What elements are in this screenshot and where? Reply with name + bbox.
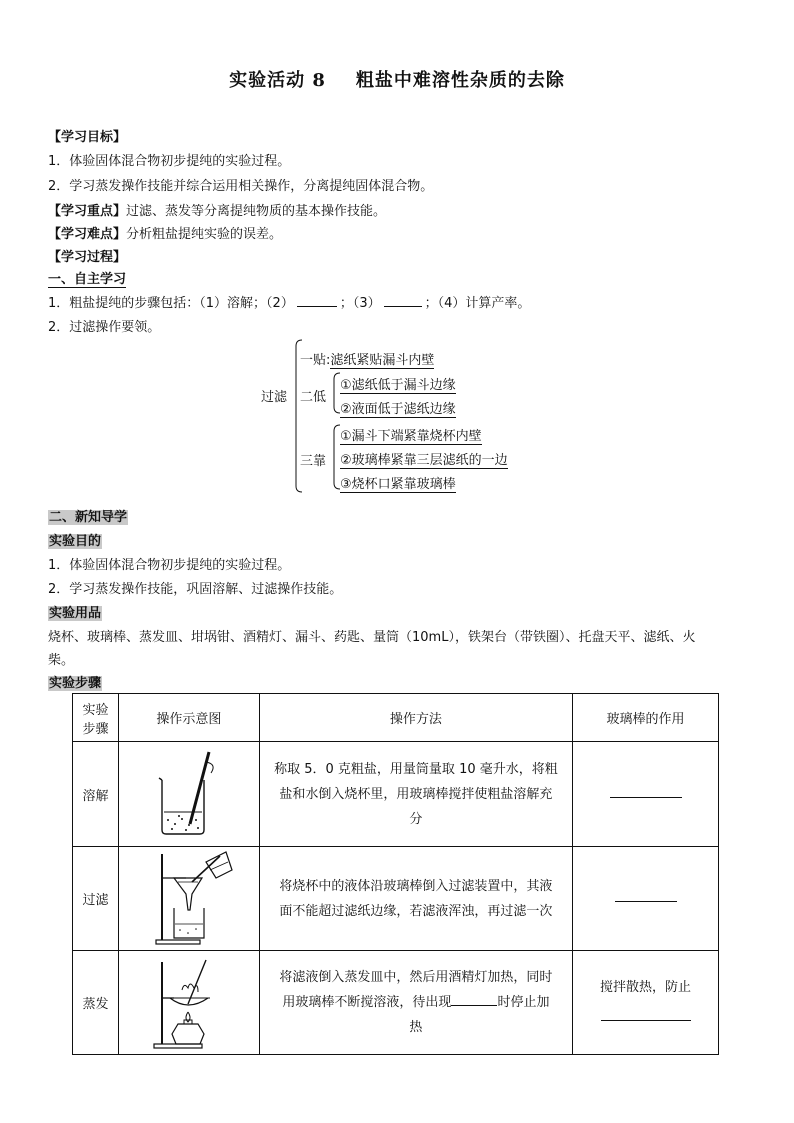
method-cell: 称取 5．0 克粗盐，用量筒量取 10 毫升水，将粗 盐和水倒入烧杯里，用玻璃棒搅拌使粗盐溶解充 分 [259, 742, 572, 847]
tree-one-row: 一贴:滤纸紧贴漏斗内壁 [300, 353, 435, 368]
tree-two-item: ①滤纸低于漏斗边缘 [340, 378, 456, 393]
step-name: 溶解 [73, 742, 119, 847]
question-2: 2．过滤操作要领。 [48, 320, 161, 335]
table-row [73, 847, 719, 951]
tree-three-item: ③烧杯口紧靠玻璃棒 [340, 477, 456, 492]
step-name: 过滤 [73, 847, 119, 951]
header-method: 操作方法 [259, 694, 572, 742]
answer-blank[interactable] [451, 1005, 497, 1006]
header-rod: 玻璃棒的作用 [573, 694, 719, 742]
beaker-icon [154, 746, 224, 838]
steps-heading: 实验步骤 [49, 676, 102, 691]
rod-cell [573, 742, 719, 847]
dissolve-diagram [118, 742, 259, 847]
tree-three-label: 三靠 [300, 454, 327, 469]
filter-diagram [118, 847, 259, 951]
rod-cell [573, 847, 719, 951]
purpose-item-1: 1．体验固体混合物初步提纯的实验过程。 [48, 558, 291, 573]
method-cell: 将滤液倒入蒸发皿中，然后用酒精灯加热，同时 用玻璃棒不断搅溶液，待出现 时停止加 热 [259, 951, 572, 1055]
evaporation-apparatus-icon [144, 952, 234, 1050]
tree-two-item: ②液面低于滤纸边缘 [340, 402, 456, 417]
tree-three-item: ①漏斗下端紧靠烧杯内壁 [340, 429, 482, 444]
supplies-heading: 实验用品 [49, 606, 102, 621]
tree-two-label: 二低 [300, 390, 327, 405]
goal-item-2: 2．学习蒸发操作技能并综合运用相关操作，分离提纯固体混合物。 [48, 179, 434, 194]
page-title: 实验活动 8 粗盐中难溶性杂质的去除 [229, 70, 565, 91]
purpose-heading: 实验目的 [49, 534, 102, 549]
question-1: 1．粗盐提纯的步骤包括：（1）溶解；（2） ；（3） ；（4）计算产率。 [48, 296, 531, 311]
supplies-line-2: 柴。 [48, 653, 75, 668]
tree-root: 过滤 [261, 390, 288, 405]
table-row [73, 951, 719, 1055]
header-diagram: 操作示意图 [118, 694, 259, 742]
method-cell: 将烧杯中的液体沿玻璃棒倒入过滤装置中，其液 面不能超过滤纸边缘，若滤液浑浊，再过滤一次 [259, 847, 572, 951]
process-header: 【学习过程】 [48, 250, 127, 265]
answer-blank[interactable] [615, 901, 677, 902]
tree-three-item: ②玻璃棒紧靠三层滤纸的一边 [340, 453, 508, 468]
rod-cell: 搅拌散热，防止 [573, 951, 719, 1055]
answer-blank[interactable] [610, 797, 682, 798]
goals-header: 【学习目标】 [48, 130, 127, 145]
header-step: 实验 步骤 [73, 694, 119, 742]
step-name: 蒸发 [73, 951, 119, 1055]
steps-table [72, 693, 719, 1055]
table-header-row [73, 694, 719, 742]
supplies-line-1: 烧杯、玻璃棒、蒸发皿、坩埚钳、酒精灯、漏斗、药匙、量筒（10mL），铁架台（带铁圈）、托盘天平、滤纸、火 [48, 630, 696, 645]
evaporate-diagram [118, 951, 259, 1055]
purpose-item-2: 2．学习蒸发操作技能，巩固溶解、过滤操作技能。 [48, 582, 343, 597]
difficulty-line: 【学习难点】分析粗盐提纯实验的误差。 [48, 227, 283, 242]
focus-line: 【学习重点】过滤、蒸发等分离提纯物质的基本操作技能。 [48, 204, 387, 219]
goal-item-1: 1．体验固体混合物初步提纯的实验过程。 [48, 154, 291, 169]
section2-heading: 二、新知导学 [49, 510, 128, 525]
answer-blank[interactable] [601, 1020, 691, 1021]
filter-apparatus-icon [144, 848, 234, 946]
table-row [73, 742, 719, 847]
section1-heading: 一、自主学习 [48, 272, 127, 287]
